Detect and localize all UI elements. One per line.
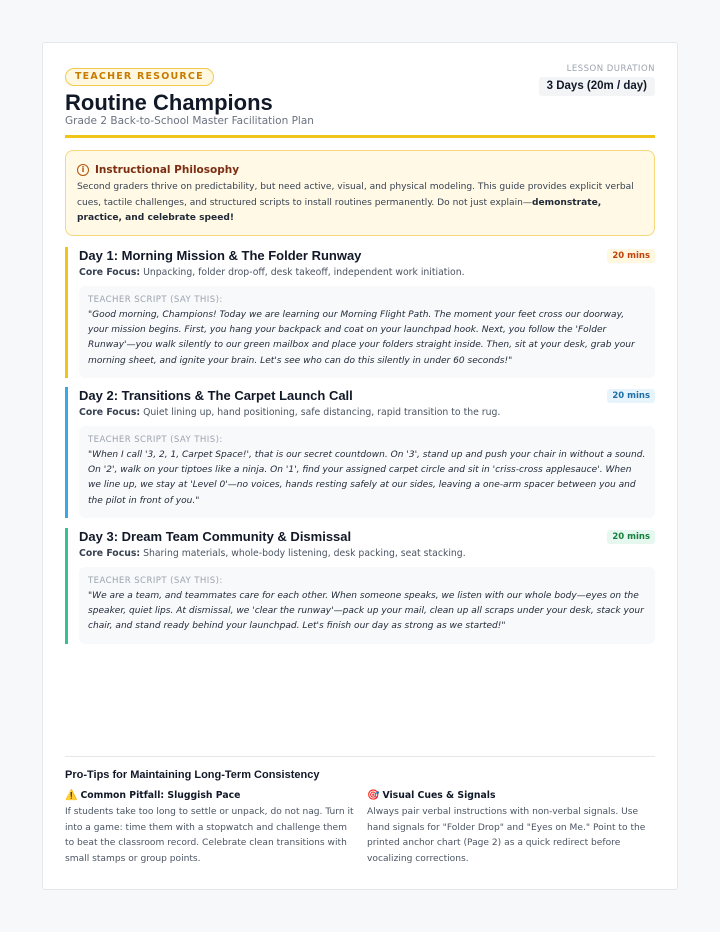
callout-body: [77, 180, 643, 227]
core-focus: [79, 547, 655, 561]
teacher-script-label: TEACHER SCRIPT (SAY THIS):: [88, 435, 223, 445]
core-focus-text: Sharing materials, whole-body listening, desk packing, seat stacking.: [143, 548, 466, 559]
pro-tip-pitfall: [65, 788, 355, 867]
tip-body: Always pair verbal instructions with non-verbal signals. Use hand signals for "Folder Drop" and "Eyes on Me." Point to the printed anchor chart (Page 2) as a quick redirect before vocalizing corrections.: [367, 807, 646, 864]
warning-icon: ⚠️: [65, 789, 78, 801]
teacher-script-box: [79, 567, 655, 644]
tip-header: [65, 788, 355, 802]
callout-header: [77, 161, 643, 178]
duration-badge: 20 mins: [607, 389, 655, 403]
teacher-script-label: TEACHER SCRIPT (SAY THIS):: [88, 295, 223, 305]
page-content: [65, 43, 655, 889]
day-section: [65, 528, 655, 644]
day-header: [79, 247, 655, 265]
callout-title: Instructional Philosophy: [95, 163, 240, 176]
lesson-duration-value: 3 Days (20m / day): [539, 77, 655, 96]
teacher-script-text: "Good morning, Champions! Today we are learning our Morning Flight Path. The moment your feet cross our doorway, your mission begins. First, you hang your backpack and coat on your launchpad hook. Next, you follow the 'Folder Runway'—you walk silently to our green mailbox and place your folders straight inside. Then, sit at your desk, grab your morning sheet, and ignite your brain. Let's see who can do this silently in under 60 seconds!": [88, 310, 635, 366]
instructional-philosophy-callout: [65, 150, 655, 236]
teacher-script-box: [79, 426, 655, 518]
day-section: [65, 387, 655, 518]
teacher-script-box: [79, 286, 655, 378]
core-focus: [79, 266, 655, 280]
callout-body-text: Second graders thrive on predictability, but need active, visual, and physical modeling. This guide provides explicit verbal cues, tactile challenges, and structured scripts to install routines permanently. Do not just explain—: [77, 182, 634, 208]
day-title: Day 3: Dream Team Community & Dismissal: [79, 529, 352, 544]
core-focus-label: Core Focus:: [79, 407, 141, 418]
teacher-script-text: "When I call '3, 2, 1, Carpet Space!', that is our secret countdown. On '3', stand up and push your chair in without a sound. On '2', walk on your tiptoes like a ninja. On '1', find your assigned carpet circle and sit in 'criss-cross applesauce'. When we line up, we stay at 'Level 0'—no voices, hands resting safely at our sides, leaving a one-arm spacer between you and the pilot in front of you.": [88, 450, 646, 506]
header-divider: [65, 135, 655, 138]
day-header: [79, 528, 655, 546]
page-subtitle: Grade 2 Back-to-School Master Facilitation Plan: [65, 115, 314, 127]
duration-badge: 20 mins: [607, 249, 655, 263]
duration-badge: 20 mins: [607, 530, 655, 544]
core-focus-label: Core Focus:: [79, 548, 141, 559]
day-header: [79, 387, 655, 405]
core-focus-text: Quiet lining up, hand positioning, safe distancing, rapid transition to the rug.: [143, 407, 501, 418]
core-focus-label: Core Focus:: [79, 267, 141, 278]
tip-body: If students take too long to settle or unpack, do not nag. Turn it into a game: time them with a stopwatch and challenge them to beat the classroom record. Celebrate clean transitions with small stamps or group points.: [65, 807, 354, 864]
pro-tip-visual-cues: [367, 788, 657, 867]
day-title: Day 1: Morning Mission & The Folder Runway: [79, 248, 362, 263]
tip-title: Common Pitfall: Sluggish Pace: [80, 789, 241, 801]
teacher-script-label: TEACHER SCRIPT (SAY THIS):: [88, 576, 223, 586]
core-focus: [79, 406, 655, 420]
core-focus-text: Unpacking, folder drop-off, desk takeoff, independent work initiation.: [143, 267, 465, 278]
teacher-resource-badge: TEACHER RESOURCE: [65, 68, 214, 86]
day-section: [65, 247, 655, 378]
pro-tips-title: Pro-Tips for Maintaining Long-Term Consistency: [65, 769, 320, 781]
info-icon: i: [77, 164, 89, 176]
lesson-plan-page: [42, 42, 678, 890]
tip-header: [367, 788, 657, 802]
lesson-duration-label: LESSON DURATION: [566, 64, 655, 74]
footer-divider: [65, 756, 655, 757]
tip-title: Visual Cues & Signals: [382, 789, 496, 801]
page-title: Routine Champions: [65, 90, 273, 115]
teacher-script-text: "We are a team, and teammates care for each other. When someone speaks, we listen with our whole body—eyes on the speaker, quiet lips. At dismissal, we 'clear the runway'—pack up your mail, clean up all scraps under your desk, stack your chair, and stand ready behind your launchpad. Let's finish our day as strong as we started!": [88, 591, 644, 632]
target-icon: 🎯: [367, 789, 380, 801]
callout-emphasis: demonstrate, practice, and celebrate speed!: [77, 197, 602, 223]
day-title: Day 2: Transitions & The Carpet Launch Call: [79, 388, 353, 403]
